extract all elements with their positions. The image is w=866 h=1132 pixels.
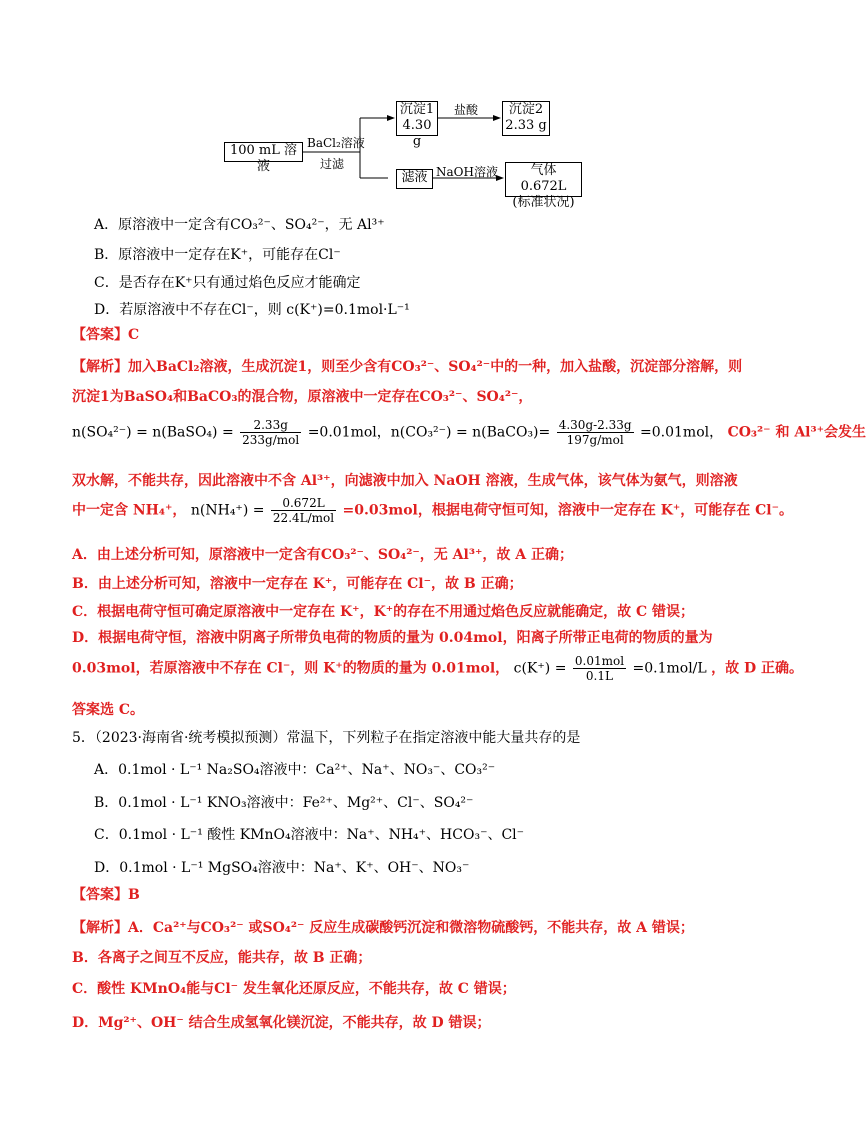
q4-analysis-point-d2 <box>72 654 803 683</box>
q4-analysis-formula-line <box>72 418 866 447</box>
precipitate2-mass: 2.33 g <box>505 118 547 133</box>
n-co3-expression: =0.01mol，n(CO₃²⁻) = n(BaCO₃)= <box>307 424 551 441</box>
q5-stem: 5．（2023·海南省·统考模拟预测）常温下，下列粒子在指定溶液中能大量共存的是 <box>72 730 581 746</box>
analysis-label: 【解析】 <box>72 920 128 936</box>
q4-analysis-point-d1: D．根据电荷守恒，溶液中阴离子所带负电荷的物质的量为 0.04mol，阳离子所带正电荷的物质的量为 <box>72 630 713 646</box>
q4-option-c: C．是否存在K⁺只有通过焰色反应才能确定 <box>94 275 361 291</box>
gas-condition: (标准状况) <box>512 195 575 210</box>
answer-label: 【答案】 <box>72 887 128 903</box>
q5-analysis-b: B．各离子之间互不反应，能共存，故 B 正确； <box>72 950 372 966</box>
nh4-statement: 中一定含 NH₄⁺， <box>72 502 187 519</box>
charge-conclusion: =0.03mol，根据电荷守恒可知，溶液中一定存在 K⁺，可能存在 Cl⁻。 <box>342 502 793 519</box>
q4-analysis-line2: 沉淀1为BaSO₄和BaCO₃的混合物，原溶液中一定存在CO₃²⁻、SO₄²⁻， <box>72 389 533 405</box>
q5-option-d: D．0.1mol · L⁻¹ MgSO₄溶液中：Na⁺、K⁺、OH⁻、NO₃⁻ <box>94 860 470 876</box>
precipitate2-name: 沉淀2 <box>508 102 544 117</box>
q5-option-c: C．0.1mol · L⁻¹ 酸性 KMnO₄溶液中：Na⁺、NH₄⁺、HCO₃⁻、Cl⁻ <box>94 827 525 843</box>
q4-analysis-line1 <box>72 356 742 376</box>
fraction-baso4: $\frac{2.33g}{\text{233g/mol}}$ <box>242 418 300 447</box>
q4-analysis-line5 <box>72 496 793 525</box>
fraction-baco3: $\frac{4.30g-2.33g}{\text{197g/mol}}$ <box>558 418 632 447</box>
q4-option-a: A．原溶液中一定含有CO₃²⁻、SO₄²⁻，无 Al³⁺ <box>94 217 385 233</box>
d2-text: 0.03mol，若原溶液中不存在 Cl⁻，则 K⁺的物质的量为 0.01mol， <box>72 660 510 677</box>
d2-conclusion: ，故 D 正确。 <box>711 660 804 677</box>
q5-analysis-d: D．Mg²⁺、OH⁻ 结合生成氢氧化镁沉淀，不能共存，故 D 错误； <box>72 1015 491 1031</box>
gas-box <box>505 162 582 210</box>
q5-option-b: B．0.1mol · L⁻¹ KNO₃溶液中：Fe²⁺、Mg²⁺、Cl⁻、SO₄²⁻ <box>94 795 474 811</box>
n-so4-expression: n(SO₄²⁻) = n(BaSO₄) = <box>72 424 234 441</box>
q5-analysis-c: C．酸性 KMnO₄能与Cl⁻ 发生氧化还原反应，不能共存，故 C 错误； <box>72 981 516 997</box>
q5-analysis-text-a: A．Ca²⁺与CO₃²⁻ 或SO₄²⁻ 反应生成碳酸钙沉淀和微溶物硫酸钙，不能共存，故 A 错误； <box>128 920 694 936</box>
n-nh4-expression: n(NH₄⁺) = <box>190 502 265 519</box>
reagent-naoh-label: NaOH溶液 <box>436 165 498 179</box>
filtrate-box: 滤液 <box>396 169 433 189</box>
q4-option-d: D．若原溶液中不存在Cl⁻，则 c(K⁺)=0.1mol·L⁻¹ <box>94 302 410 318</box>
precipitate1-box <box>396 101 438 149</box>
precipitate1-name: 沉淀1 <box>399 102 435 117</box>
q5-analysis-a <box>72 917 694 937</box>
start-solution-box: 100 mL 溶液 <box>224 142 303 162</box>
q4-final-answer: 答案选 C。 <box>72 702 145 718</box>
answer-label: 【答案】 <box>72 327 128 343</box>
q4-analysis-point-b: B．由上述分析可知，溶液中一定存在 K⁺，可能存在 Cl⁻，故 B 正确； <box>72 576 523 592</box>
q4-analysis-point-a: A．由上述分析可知，原溶液中一定含有CO₃²⁻、SO₄²⁻，无 Al³⁺，故 A 正确； <box>72 547 573 563</box>
c-k-expression: c(K⁺) = <box>513 660 567 677</box>
precipitate2-box <box>502 101 550 136</box>
gas-volume: 气体 0.672L <box>520 163 567 194</box>
answer-value: B <box>128 887 140 903</box>
c-k-result: =0.1mol/L <box>632 660 707 677</box>
analysis-text-1: 加入BaCl₂溶液，生成沉淀1，则至少含有CO₃²⁻、SO₄²⁻中的一种，加入盐酸，沉淀部分溶解，则 <box>128 359 743 375</box>
q5-answer <box>72 884 140 904</box>
q4-analysis-point-c: C．根据电荷守恒可确定原溶液中一定存在 K⁺，K⁺的存在不用通过焰色反应就能确定，故 C 错误； <box>72 604 695 620</box>
fraction-ck: $\frac{\text{0.01mol}}{0.1L}$ <box>574 654 625 683</box>
analysis-label: 【解析】 <box>72 359 128 375</box>
q4-answer <box>72 324 139 344</box>
fraction-nh3: $\frac{0.672L}{\text{22.4L/mol}}$ <box>272 496 335 525</box>
n-co3-result: =0.01mol， <box>640 424 724 441</box>
q5-option-a: A．0.1mol · L⁻¹ Na₂SO₄溶液中：Ca²⁺、Na⁺、NO₃⁻、CO₃²⁻ <box>94 762 496 778</box>
precipitate1-mass: 4.30 g <box>402 118 432 149</box>
q4-option-b: B．原溶液中一定存在K⁺，可能存在Cl⁻ <box>94 247 341 263</box>
hydrolysis-note: CO₃²⁻ 和 Al³⁺会发生 <box>727 424 866 441</box>
reagent-bacl2-label: BaCl₂溶液 <box>307 136 365 150</box>
filter-label: 过滤 <box>320 157 345 171</box>
q4-analysis-line4: 双水解，不能共存，因此溶液中不含 Al³⁺，向滤液中加入 NaOH 溶液，生成气体，该气体为氨气，则溶液 <box>72 473 738 489</box>
answer-value: C <box>128 327 140 343</box>
acid-label: 盐酸 <box>454 103 479 117</box>
